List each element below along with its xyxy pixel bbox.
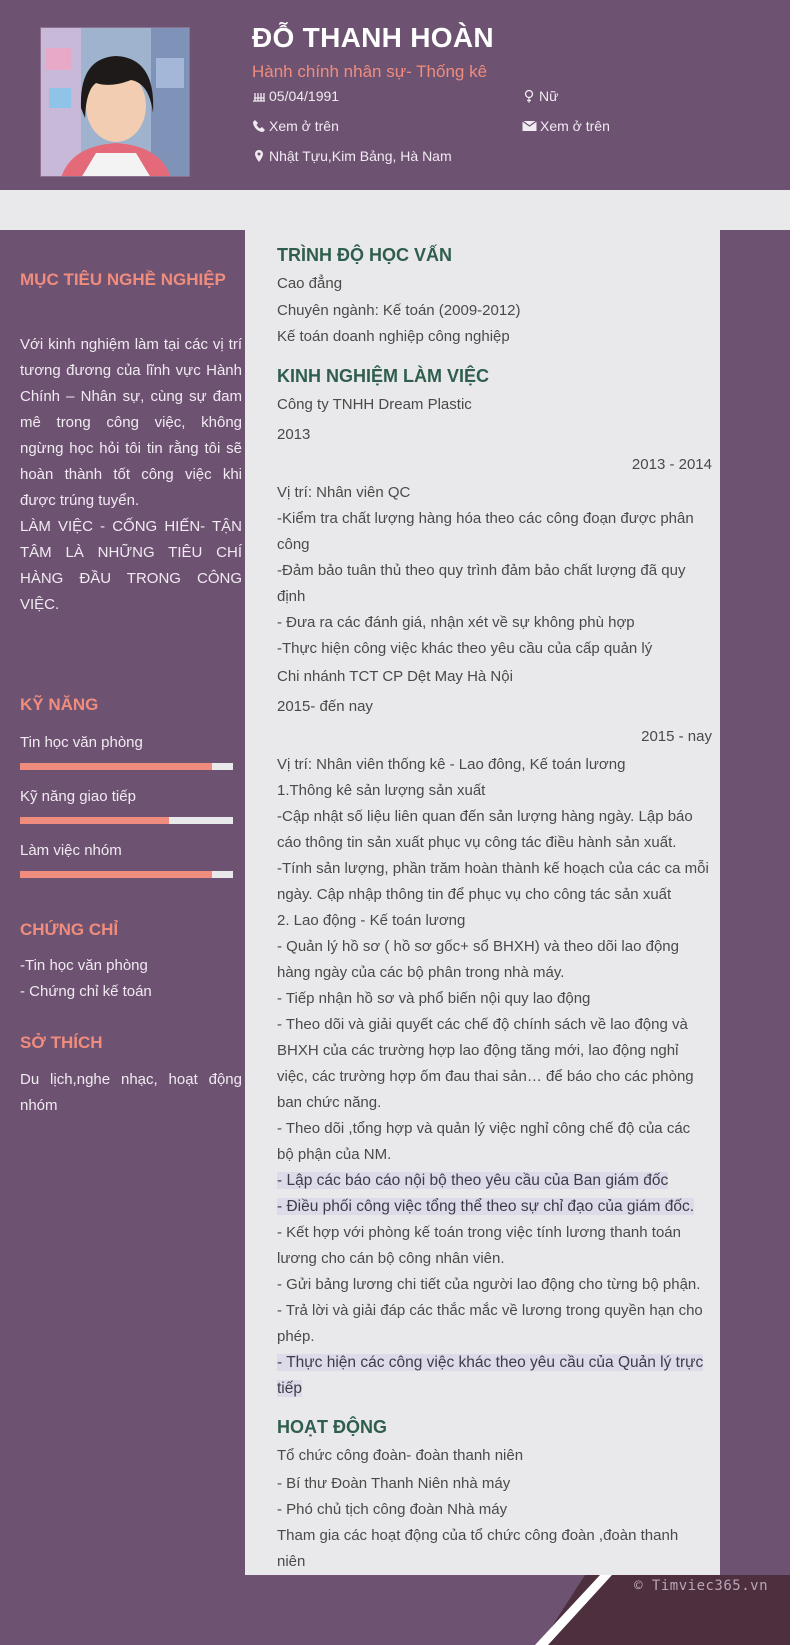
certs-list	[20, 953, 242, 1005]
job-details	[277, 480, 709, 662]
skill-bar-fill	[20, 817, 169, 824]
skill-item	[20, 788, 235, 824]
activity-line: Tổ chức công đoàn- đoàn thanh niên	[277, 1447, 524, 1464]
job-detail-line: 2. Lao động - Kế toán lương	[277, 912, 466, 929]
activities-list	[277, 1443, 709, 1575]
email-row	[522, 118, 610, 134]
experience-title: KINH NGHIỆM LÀM VIỆC	[277, 366, 490, 386]
job-detail-line: - Gửi bảng lương chi tiết của người lao động cho từng bộ phận.	[277, 1276, 701, 1293]
email-value: Xem ở trên	[540, 118, 610, 134]
education-title: TRÌNH ĐỘ HỌC VẤN	[277, 245, 452, 265]
footer	[0, 1575, 790, 1645]
skill-bar	[20, 763, 233, 770]
job-period: 2013 - 2014	[631, 456, 712, 473]
job-detail-line: - Theo dõi ,tổng hợp và quản lý việc nghỉ công chế độ của các bộ phận của NM.	[277, 1120, 691, 1163]
company-name: Chi nhánh TCT CP Dệt May Hà Nội	[277, 668, 513, 685]
calendar-icon	[252, 89, 266, 103]
header-divider	[0, 190, 790, 230]
candidate-name: ĐỖ THANH HOÀN	[252, 22, 494, 53]
hobbies-title: SỞ THÍCH	[20, 1033, 103, 1052]
education-line: Chuyên ngành: Kế toán (2009-2012)	[277, 302, 521, 319]
avatar	[40, 27, 190, 177]
header	[0, 0, 790, 190]
highlighted-duty: - Điều phối công việc tổng thể theo sự chỉ đạo của giám đốc.	[277, 1198, 695, 1215]
gender-row	[522, 88, 558, 104]
job-title: Hành chính nhân sự- Thống kê	[252, 62, 488, 81]
sidebar	[0, 230, 245, 1575]
skill-bar	[20, 871, 233, 878]
phone-icon	[252, 119, 266, 133]
activities-title: HOẠT ĐỘNG	[277, 1417, 387, 1437]
phone-value: Xem ở trên	[269, 118, 339, 134]
certs-title: CHỨNG CHỈ	[20, 920, 119, 939]
female-icon	[522, 89, 536, 103]
company-name: Công ty TNHH Dream Plastic	[277, 396, 472, 413]
hobbies-text: Du lịch,nghe nhạc, hoạt động nhóm	[20, 1071, 242, 1114]
job-detail-line: Vị trí: Nhân viên QC	[277, 484, 411, 501]
watermark: © Timviec365.vn	[634, 1578, 768, 1594]
objective-block	[20, 332, 242, 618]
activity-line: - Phó chủ tịch công đoàn Nhà máy	[277, 1501, 508, 1518]
skills-title: KỸ NĂNG	[20, 695, 99, 714]
cert-item: -Tin học văn phòng	[20, 957, 148, 974]
skill-bar-fill	[20, 871, 212, 878]
job-detail-line: - Quản lý hồ sơ ( hồ sơ gốc+ sổ BHXH) và theo dõi lao động hàng ngày của các bộ phân trong nhà máy.	[277, 938, 679, 981]
job-detail-line: Vị trí: Nhân viên thống kê - Lao đông, Kế toán lương	[277, 756, 626, 773]
job-year: 2013	[277, 426, 311, 443]
skill-label: Làm việc nhóm	[20, 842, 122, 859]
skill-bar	[20, 817, 233, 824]
map-pin-icon	[252, 149, 266, 163]
job-year: 2015- đến nay	[277, 698, 373, 715]
job-detail-line: - Kết hợp với phòng kế toán trong việc tính lương thanh toán lương cho cán bộ công nhân viên.	[277, 1224, 681, 1267]
job-detail-line: -Thực hiện công việc khác theo yêu cầu của cấp quản lý	[277, 640, 653, 657]
job-detail-line: -Đảm bảo tuân thủ theo quy trình đảm bảo chất lượng đã quy định	[277, 562, 686, 605]
job-detail-line: -Tính sản lượng, phần trăm hoàn thành kế hoạch của các ca mỗi ngày. Cập nhập thông tin để phục vụ cho công tác sản xuất	[277, 860, 709, 903]
objective-title: MỤC TIÊU NGHỀ NGHIỆP	[20, 270, 226, 289]
skill-item	[20, 734, 235, 770]
highlighted-duty: - Thực hiện các công việc khác theo yêu cầu của Quản lý trực tiếp	[277, 1354, 704, 1397]
activity-line: Tham gia các hoạt động của tổ chức công đoàn ,đoàn thanh niên	[277, 1527, 679, 1570]
job-detail-line: - Trả lời và giải đáp các thắc mắc về lương trong quyền hạn cho phép.	[277, 1302, 703, 1345]
birthday-value: 05/04/1991	[269, 88, 340, 104]
address-row	[252, 148, 452, 164]
job-period: 2015 - nay	[641, 728, 712, 745]
main-content	[245, 230, 720, 1575]
job-detail-line: -Cập nhật số liệu liên quan đến sản lượng hàng ngày. Lập báo cáo thông tin sản xuất phục vụ công tác điều hành sản xuất.	[277, 808, 693, 851]
job-detail-line: 1.Thông kê sản lượng sản xuất	[277, 782, 486, 799]
skill-label: Kỹ năng giao tiếp	[20, 788, 136, 805]
objective-motto: LÀM VIỆC - CỐNG HIẾN- TẬN TÂM LÀ NHỮNG TIÊU CHÍ HÀNG ĐẦU TRONG CÔNG VIỆC.	[20, 518, 242, 613]
address-value: Nhật Tựu,Kim Bảng, Hà Nam	[269, 148, 452, 164]
gender-value: Nữ	[539, 88, 559, 104]
activity-line: - Bí thư Đoàn Thanh Niên nhà máy	[277, 1475, 511, 1492]
job-detail-line: -Kiểm tra chất lượng hàng hóa theo các công đoạn được phân công	[277, 510, 694, 553]
job-detail-line: - Theo dõi và giải quyết các chế độ chính sách về lao động và BHXH của các trường hợp lao động tăng mới, lao động nghỉ việc, các trường hợp ốm đau thai sản… để báo cho các phòng ban chức năng.	[277, 1016, 694, 1111]
job-details	[277, 752, 709, 1402]
education-line: Kế toán doanh nghiệp công nghiệp	[277, 328, 510, 345]
skill-label: Tin học văn phòng	[20, 734, 143, 751]
education-line: Cao đẳng	[277, 275, 343, 292]
job-detail-line: - Tiếp nhận hồ sơ và phổ biến nội quy lao động	[277, 990, 591, 1007]
envelope-icon	[522, 120, 537, 132]
objective-text: Với kinh nghiệm làm tại các vị trí tương đương của lĩnh vực Hành Chính – Nhân sự, cùng sự đam mê trong công việc, không ngừng học hỏi tôi tin rằng tôi sẽ hoàn thành tốt công việc khi được trúng tuyển.	[20, 336, 242, 509]
skill-item	[20, 842, 235, 878]
phone-row	[252, 118, 339, 134]
right-accent-strip	[720, 230, 790, 1575]
job-detail-line: - Đưa ra các đánh giá, nhận xét về sự không phù hợp	[277, 614, 635, 631]
skill-bar-fill	[20, 763, 212, 770]
cert-item: - Chứng chỉ kế toán	[20, 983, 152, 1000]
highlighted-duty: - Lập các báo cáo nội bộ theo yêu cầu của Ban giám đốc	[277, 1172, 669, 1189]
birthday-row	[252, 88, 339, 104]
